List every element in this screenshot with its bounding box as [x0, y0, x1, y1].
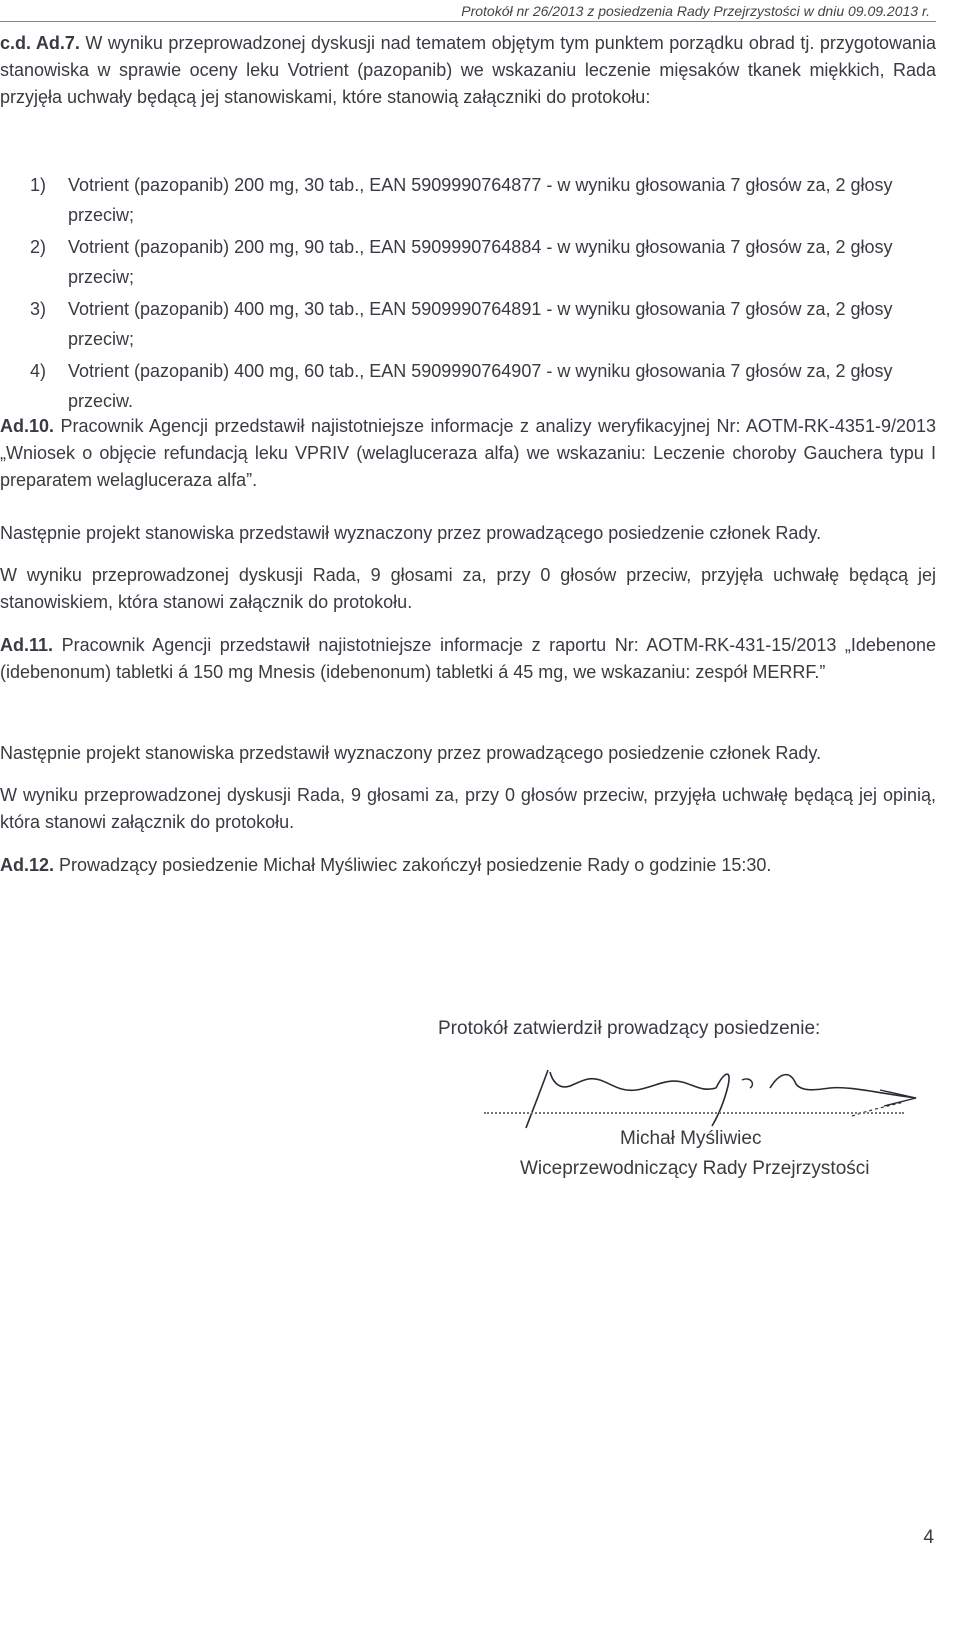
- list-item-text: Votrient (pazopanib) 400 mg, 60 tab., EAN 5909990764907 - w wyniku głosowania 7 głosów za, 2 głosy przeciw.: [68, 361, 893, 411]
- item7-paragraph: [0, 30, 936, 111]
- handwritten-signature: [480, 1062, 920, 1132]
- item11-text: Pracownik Agencji przedstawił najistotniejsze informacje z raportu Nr: AOTM-RK-431-15/2013 „Idebenone (idebenonum) tabletki á 150 mg Mnesis (idebenonum) tabletki á 45 mg, we wskazaniu: zespół MERRF.”: [0, 635, 936, 682]
- list-item-number: 3): [30, 299, 47, 319]
- list-item: [30, 294, 936, 354]
- item10-text: Pracownik Agencji przedstawił najistotniejsze informacje z analizy weryfikacyjnej Nr: AOTM-RK-4351-9/2013 „Wniosek o objęcie refundacją leku VPRIV (welagluceraza alfa) we wskazaniu: Leczenie choroby Gauchera typu I preparatem welagluceraza alfa”.: [0, 416, 936, 490]
- list-item-number: 1): [30, 175, 47, 195]
- list-item: [30, 170, 936, 230]
- item12-label: Ad.12.: [0, 855, 55, 875]
- item10-paragraph: [0, 413, 936, 494]
- list-item-number: 2): [30, 237, 47, 257]
- item11-decision: W wyniku przeprowadzonej dyskusji Rada, 9 głosami za, przy 0 głosów przeciw, przyjęła uchwałę będącą jej opinią, która stanowi załącznik do protokołu.: [0, 785, 936, 832]
- vote-list: [30, 170, 936, 418]
- signer-role: Wiceprzewodniczący Rady Przejrzystości: [520, 1158, 870, 1179]
- list-item: [30, 356, 936, 416]
- list-item-number: 4): [30, 361, 47, 381]
- item12-text: Prowadzący posiedzenie Michał Myśliwiec zakończył posiedzenie Rady o godzinie 15:30.: [54, 855, 772, 875]
- item10-label: Ad.10.: [0, 416, 55, 436]
- item10-presentation: Następnie projekt stanowiska przedstawił wyznaczony przez prowadzącego posiedzenie członek Rady.: [0, 523, 822, 543]
- list-item: [30, 232, 936, 292]
- item11-paragraph: [0, 632, 936, 686]
- item7-label: c.d. Ad.7.: [0, 33, 80, 53]
- list-item-text: Votrient (pazopanib) 200 mg, 30 tab., EAN 5909990764877 - w wyniku głosowania 7 głosów za, 2 głosy przeciw;: [68, 175, 893, 225]
- page-number: 4: [923, 1527, 934, 1548]
- list-item-text: Votrient (pazopanib) 200 mg, 90 tab., EAN 5909990764884 - w wyniku głosowania 7 głosów za, 2 głosy przeciw;: [68, 237, 893, 287]
- signer-name: Michał Myśliwiec: [620, 1128, 762, 1149]
- header-rule: [0, 21, 936, 22]
- running-header: Protokół nr 26/2013 z posiedzenia Rady Przejrzystości w dniu 09.09.2013 r.: [461, 3, 930, 19]
- list-item-text: Votrient (pazopanib) 400 mg, 30 tab., EAN 5909990764891 - w wyniku głosowania 7 głosów za, 2 głosy przeciw;: [68, 299, 893, 349]
- item11-presentation: Następnie projekt stanowiska przedstawił wyznaczony przez prowadzącego posiedzenie członek Rady.: [0, 743, 822, 763]
- item10-decision: W wyniku przeprowadzonej dyskusji Rada, 9 głosami za, przy 0 głosów przeciw, przyjęła uchwałę będącą jej stanowiskiem, która stanowi załącznik do protokołu.: [0, 565, 936, 612]
- item12-paragraph: [0, 852, 936, 879]
- item11-label: Ad.11.: [0, 635, 54, 655]
- approval-statement: Protokół zatwierdził prowadzący posiedzenie:: [438, 1018, 821, 1039]
- signature-line: [484, 1112, 904, 1114]
- item7-text: W wyniku przeprowadzonej dyskusji nad tematem objętym tym punktem porządku obrad tj. przygotowania stanowiska w sprawie oceny leku Votrient (pazopanib) we wskazaniu leczenie mięsaków tkanek miękkich, Rada przyjęła uchwały będącą jej stanowiskami, które stanowią załączniki do protokołu:: [0, 33, 936, 107]
